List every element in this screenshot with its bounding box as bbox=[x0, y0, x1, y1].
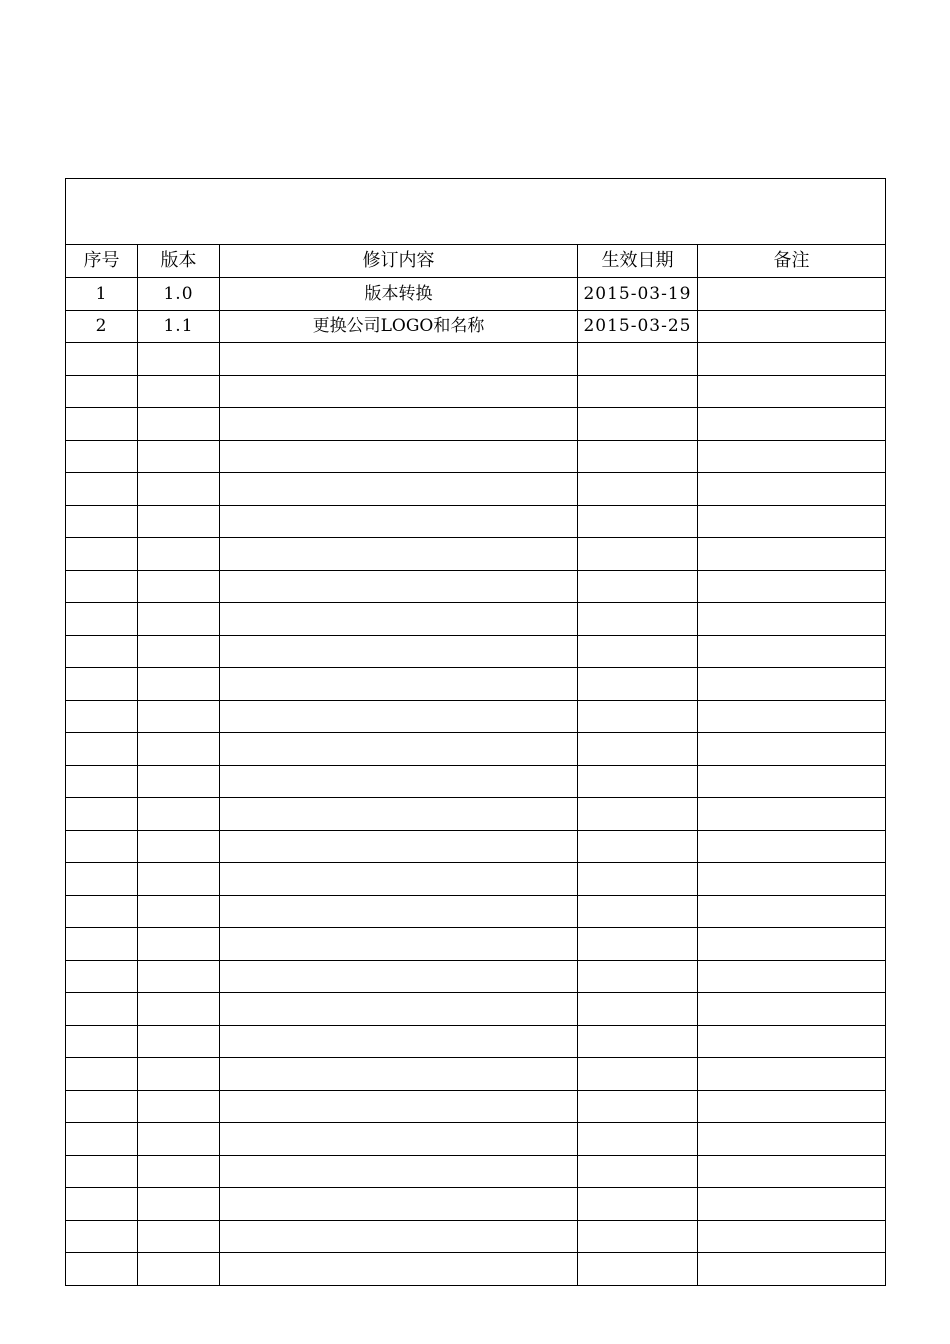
table-row bbox=[66, 1123, 886, 1156]
cell-revision-content bbox=[220, 1155, 578, 1188]
cell-remarks bbox=[698, 863, 886, 896]
cell-version bbox=[138, 1058, 220, 1091]
cell-effective-date bbox=[578, 375, 698, 408]
cell-revision-content bbox=[220, 538, 578, 571]
cell-effective-date bbox=[578, 505, 698, 538]
cell-revision-content bbox=[220, 1058, 578, 1091]
cell-remarks bbox=[698, 278, 886, 311]
cell-index bbox=[66, 928, 138, 961]
cell-revision-content bbox=[220, 408, 578, 441]
cell-index bbox=[66, 635, 138, 668]
cell-remarks bbox=[698, 375, 886, 408]
cell-version bbox=[138, 863, 220, 896]
table-row bbox=[66, 603, 886, 636]
table-row bbox=[66, 635, 886, 668]
cell-index bbox=[66, 375, 138, 408]
cell-remarks bbox=[698, 538, 886, 571]
cell-index bbox=[66, 960, 138, 993]
cell-effective-date bbox=[578, 830, 698, 863]
table-row bbox=[66, 733, 886, 766]
cell-effective-date bbox=[578, 700, 698, 733]
cell-version bbox=[138, 668, 220, 701]
table-row bbox=[66, 1253, 886, 1286]
cell-version bbox=[138, 473, 220, 506]
table-row bbox=[66, 863, 886, 896]
cell-remarks bbox=[698, 440, 886, 473]
table-row bbox=[66, 1090, 886, 1123]
table-row bbox=[66, 310, 886, 343]
cell-remarks bbox=[698, 895, 886, 928]
cell-version bbox=[138, 570, 220, 603]
cell-index bbox=[66, 863, 138, 896]
cell-effective-date bbox=[578, 1025, 698, 1058]
cell-effective-date bbox=[578, 895, 698, 928]
cell-remarks bbox=[698, 1123, 886, 1156]
cell-version bbox=[138, 538, 220, 571]
cell-version bbox=[138, 375, 220, 408]
cell-index bbox=[66, 895, 138, 928]
cell-revision-content bbox=[220, 1090, 578, 1123]
table-row bbox=[66, 408, 886, 441]
cell-version bbox=[138, 603, 220, 636]
table-body bbox=[66, 278, 886, 1286]
cell-effective-date bbox=[578, 538, 698, 571]
cell-index: 2 bbox=[66, 310, 138, 343]
cell-remarks bbox=[698, 408, 886, 441]
cell-revision-content bbox=[220, 505, 578, 538]
cell-effective-date bbox=[578, 343, 698, 376]
cell-effective-date bbox=[578, 1155, 698, 1188]
cell-index bbox=[66, 408, 138, 441]
cell-effective-date bbox=[578, 798, 698, 831]
table-row bbox=[66, 538, 886, 571]
cell-remarks bbox=[698, 1025, 886, 1058]
cell-revision-content bbox=[220, 1188, 578, 1221]
cell-version bbox=[138, 505, 220, 538]
table-row bbox=[66, 1220, 886, 1253]
cell-revision-content bbox=[220, 993, 578, 1026]
cell-effective-date bbox=[578, 473, 698, 506]
cell-effective-date bbox=[578, 863, 698, 896]
cell-version bbox=[138, 635, 220, 668]
cell-index bbox=[66, 765, 138, 798]
column-header-remarks: 备注 bbox=[698, 245, 886, 278]
cell-index bbox=[66, 1253, 138, 1286]
table-row bbox=[66, 473, 886, 506]
revision-history-table bbox=[65, 178, 886, 1286]
cell-remarks bbox=[698, 928, 886, 961]
cell-index bbox=[66, 1025, 138, 1058]
table-row bbox=[66, 343, 886, 376]
cell-version bbox=[138, 830, 220, 863]
cell-remarks bbox=[698, 1253, 886, 1286]
table-row bbox=[66, 798, 886, 831]
cell-version bbox=[138, 765, 220, 798]
cell-index bbox=[66, 830, 138, 863]
cell-effective-date bbox=[578, 1253, 698, 1286]
cell-revision-content bbox=[220, 440, 578, 473]
cell-index bbox=[66, 505, 138, 538]
table-row bbox=[66, 1058, 886, 1091]
cell-index bbox=[66, 733, 138, 766]
table-row bbox=[66, 960, 886, 993]
cell-remarks bbox=[698, 635, 886, 668]
table-row bbox=[66, 1025, 886, 1058]
cell-effective-date bbox=[578, 1188, 698, 1221]
cell-index bbox=[66, 1188, 138, 1221]
cell-version bbox=[138, 343, 220, 376]
cell-remarks bbox=[698, 668, 886, 701]
table-header-row bbox=[66, 245, 886, 278]
table-row bbox=[66, 570, 886, 603]
cell-index bbox=[66, 440, 138, 473]
cell-effective-date: 2015-03-19 bbox=[578, 278, 698, 311]
cell-revision-content bbox=[220, 1025, 578, 1058]
cell-effective-date bbox=[578, 993, 698, 1026]
table-row bbox=[66, 700, 886, 733]
table-title-cell bbox=[66, 179, 886, 245]
table-title-row bbox=[66, 179, 886, 245]
table-row bbox=[66, 1155, 886, 1188]
cell-index bbox=[66, 1155, 138, 1188]
cell-version bbox=[138, 1025, 220, 1058]
cell-version bbox=[138, 1253, 220, 1286]
cell-index bbox=[66, 798, 138, 831]
cell-version: 1.0 bbox=[138, 278, 220, 311]
cell-remarks bbox=[698, 1058, 886, 1091]
cell-version bbox=[138, 993, 220, 1026]
cell-revision-content bbox=[220, 928, 578, 961]
cell-version bbox=[138, 733, 220, 766]
cell-index bbox=[66, 1090, 138, 1123]
cell-remarks bbox=[698, 993, 886, 1026]
cell-revision-content bbox=[220, 1220, 578, 1253]
cell-index bbox=[66, 570, 138, 603]
cell-remarks bbox=[698, 570, 886, 603]
cell-remarks bbox=[698, 603, 886, 636]
cell-index bbox=[66, 700, 138, 733]
table-row bbox=[66, 830, 886, 863]
cell-version: 1.1 bbox=[138, 310, 220, 343]
table-row bbox=[66, 765, 886, 798]
cell-version bbox=[138, 1123, 220, 1156]
table-row bbox=[66, 375, 886, 408]
cell-revision-content bbox=[220, 635, 578, 668]
cell-effective-date bbox=[578, 1123, 698, 1156]
column-header-revision-content: 修订内容 bbox=[220, 245, 578, 278]
cell-effective-date bbox=[578, 635, 698, 668]
table-row bbox=[66, 993, 886, 1026]
cell-version bbox=[138, 408, 220, 441]
table-row bbox=[66, 440, 886, 473]
cell-revision-content bbox=[220, 375, 578, 408]
cell-remarks bbox=[698, 343, 886, 376]
cell-remarks bbox=[698, 1155, 886, 1188]
cell-revision-content bbox=[220, 343, 578, 376]
cell-effective-date bbox=[578, 765, 698, 798]
cell-version bbox=[138, 1155, 220, 1188]
cell-revision-content bbox=[220, 863, 578, 896]
cell-revision-content bbox=[220, 1123, 578, 1156]
cell-version bbox=[138, 1188, 220, 1221]
cell-effective-date bbox=[578, 1090, 698, 1123]
cell-index bbox=[66, 668, 138, 701]
cell-effective-date bbox=[578, 1058, 698, 1091]
cell-revision-content bbox=[220, 700, 578, 733]
cell-remarks bbox=[698, 1188, 886, 1221]
cell-index: 1 bbox=[66, 278, 138, 311]
table-row bbox=[66, 278, 886, 311]
cell-effective-date: 2015-03-25 bbox=[578, 310, 698, 343]
table-row bbox=[66, 895, 886, 928]
cell-remarks bbox=[698, 765, 886, 798]
cell-effective-date bbox=[578, 603, 698, 636]
cell-revision-content bbox=[220, 473, 578, 506]
cell-index bbox=[66, 603, 138, 636]
cell-version bbox=[138, 440, 220, 473]
column-header-version: 版本 bbox=[138, 245, 220, 278]
table-row bbox=[66, 1188, 886, 1221]
cell-version bbox=[138, 1090, 220, 1123]
cell-revision-content bbox=[220, 570, 578, 603]
cell-version bbox=[138, 960, 220, 993]
table-row bbox=[66, 928, 886, 961]
cell-effective-date bbox=[578, 570, 698, 603]
cell-remarks bbox=[698, 798, 886, 831]
cell-remarks bbox=[698, 1220, 886, 1253]
cell-remarks bbox=[698, 830, 886, 863]
cell-revision-content bbox=[220, 798, 578, 831]
cell-revision-content bbox=[220, 733, 578, 766]
cell-remarks bbox=[698, 1090, 886, 1123]
cell-remarks bbox=[698, 700, 886, 733]
cell-remarks bbox=[698, 473, 886, 506]
cell-revision-content bbox=[220, 668, 578, 701]
cell-effective-date bbox=[578, 440, 698, 473]
cell-index bbox=[66, 343, 138, 376]
cell-effective-date bbox=[578, 928, 698, 961]
cell-effective-date bbox=[578, 733, 698, 766]
cell-revision-content bbox=[220, 603, 578, 636]
table-row bbox=[66, 668, 886, 701]
cell-version bbox=[138, 1220, 220, 1253]
cell-index bbox=[66, 1123, 138, 1156]
cell-revision-content bbox=[220, 960, 578, 993]
cell-effective-date bbox=[578, 1220, 698, 1253]
cell-effective-date bbox=[578, 408, 698, 441]
cell-revision-content bbox=[220, 765, 578, 798]
table-row bbox=[66, 505, 886, 538]
cell-revision-content bbox=[220, 830, 578, 863]
cell-revision-content: 版本转换 bbox=[220, 278, 578, 311]
cell-remarks bbox=[698, 960, 886, 993]
cell-revision-content bbox=[220, 895, 578, 928]
cell-index bbox=[66, 1220, 138, 1253]
cell-index bbox=[66, 1058, 138, 1091]
cell-revision-content bbox=[220, 1253, 578, 1286]
cell-effective-date bbox=[578, 668, 698, 701]
cell-version bbox=[138, 700, 220, 733]
cell-index bbox=[66, 538, 138, 571]
cell-index bbox=[66, 473, 138, 506]
cell-revision-content: 更换公司LOGO和名称 bbox=[220, 310, 578, 343]
cell-remarks bbox=[698, 733, 886, 766]
cell-index bbox=[66, 993, 138, 1026]
cell-effective-date bbox=[578, 960, 698, 993]
cell-remarks bbox=[698, 310, 886, 343]
column-header-index: 序号 bbox=[66, 245, 138, 278]
cell-version bbox=[138, 895, 220, 928]
cell-version bbox=[138, 928, 220, 961]
cell-remarks bbox=[698, 505, 886, 538]
column-header-effective-date: 生效日期 bbox=[578, 245, 698, 278]
cell-version bbox=[138, 798, 220, 831]
